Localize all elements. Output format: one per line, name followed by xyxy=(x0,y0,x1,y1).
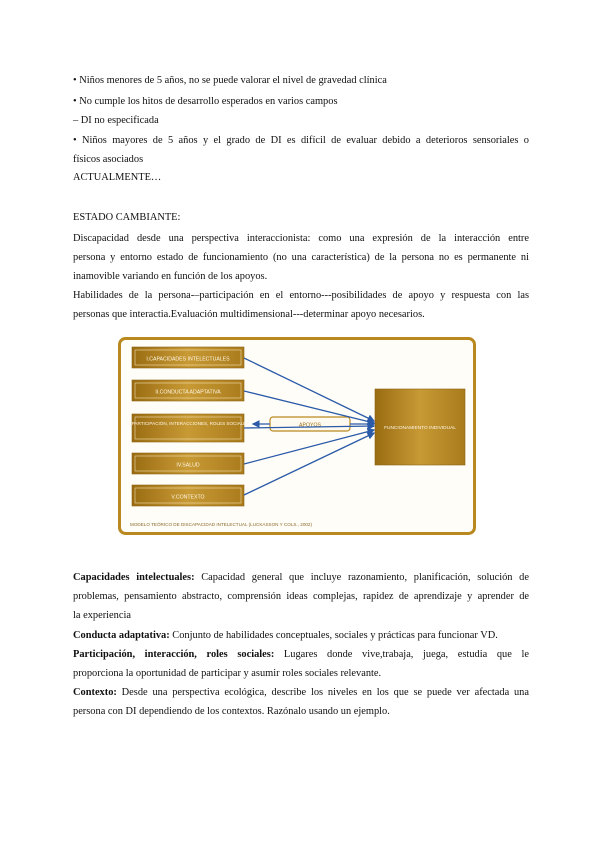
list-item: – DI no especificada xyxy=(73,115,159,126)
definition-line xyxy=(73,648,529,661)
paragraph-line: persona y entorno estado de funcionamiento (no una característica) de la persona no es permanente ni xyxy=(73,252,529,263)
result-label: FUNCIONAMIENTO INDIVIDUAL xyxy=(384,426,456,431)
dimension-box-4 xyxy=(132,453,244,474)
definition-line xyxy=(73,629,529,642)
definition-text: Conjunto de habilidades conceptuales, sociales y prácticas para funcionar VD. xyxy=(169,630,498,641)
definition-text: Lugares donde vive,trabaja, juega, estudia que le xyxy=(274,649,529,660)
definition-term: Conducta adaptativa: xyxy=(73,630,170,641)
list-item: • No cumple los hitos de desarrollo esperados en varios campos xyxy=(73,96,338,107)
definition-text: Desde una perspectiva ecológica, describe los niveles en los que se puede ver afectada una xyxy=(116,687,529,698)
list-item: • Niños menores de 5 años, no se puede valorar el nivel de gravedad clínica xyxy=(73,75,387,86)
paragraph-line: inamovible variando en función de los apoyos. xyxy=(73,271,268,282)
result-box xyxy=(375,389,465,465)
list-item: • Niños mayores de 5 años y el grado de DI es difícil de evaluar debido a deterioros sensoriales o xyxy=(73,135,529,146)
definition-line: problemas, pensamiento abstracto, comprensión ideas complejas, rapidez de aprendizaje y aprender de xyxy=(73,591,529,602)
dimension-label-4: IV.SALUD xyxy=(176,462,200,469)
definition-line: la experiencia xyxy=(73,610,131,621)
definition-term: Capacidades intelectuales: xyxy=(73,572,195,583)
apoyos-box xyxy=(270,417,350,431)
dimension-label-5: V.CONTEXTO xyxy=(171,494,205,501)
dimension-label-2: II.CONDUCTA ADAPTATIVA xyxy=(155,389,221,396)
paragraph-line: Habilidades de la persona-–participación en el entorno---posibilidades de apoyo y respuesta con las xyxy=(73,290,529,301)
dimension-box-3 xyxy=(127,414,250,442)
definition-text: Capacidad general que incluye razonamiento, planificación, solución de xyxy=(194,572,529,583)
definition-line: persona con DI dependiendo de los contextos. Razónalo usando un ejemplo. xyxy=(73,706,390,717)
definition-line xyxy=(73,571,529,584)
definition-line xyxy=(73,686,529,699)
intellectual-disability-model-figure xyxy=(118,337,476,535)
dimension-label-3-text: III.PARTICIPACIÓN, INTERACCIONES, ROLES SOCIALES xyxy=(126,421,250,426)
definition-term: Participación, interacción, roles sociales: xyxy=(73,649,275,660)
dimension-label-3 xyxy=(127,420,250,426)
definition-term: Contexto: xyxy=(73,687,117,698)
paragraph-line: personas que interactia.Evaluación multidimensional---determinar apoyo necesarios. xyxy=(73,309,425,320)
actualmente-text: ACTUALMENTE… xyxy=(73,172,162,183)
paragraph-line: Discapacidad desde una perspectiva interaccionista: como una expresión de la interacción entre xyxy=(73,233,529,244)
dimension-box-1 xyxy=(132,347,244,368)
section-heading: ESTADO CAMBIANTE: xyxy=(73,212,181,223)
definition-line: proporciona la oportunidad de participar y asumir roles sociales relevante. xyxy=(73,668,382,679)
apoyos-label: APOYOS xyxy=(299,422,321,429)
list-item-continuation: físicos asociados xyxy=(73,154,144,165)
dimension-box-5 xyxy=(132,485,244,506)
dimension-box-2 xyxy=(132,380,244,401)
dimension-label-1: I.CAPACIDADES INTELECTUALES xyxy=(146,356,230,363)
figure-caption: MODELO TEÓRICO DE DISCAPACIDAD INTELECTUAL (LUCKASSON Y COLS., 2002) xyxy=(130,522,313,527)
